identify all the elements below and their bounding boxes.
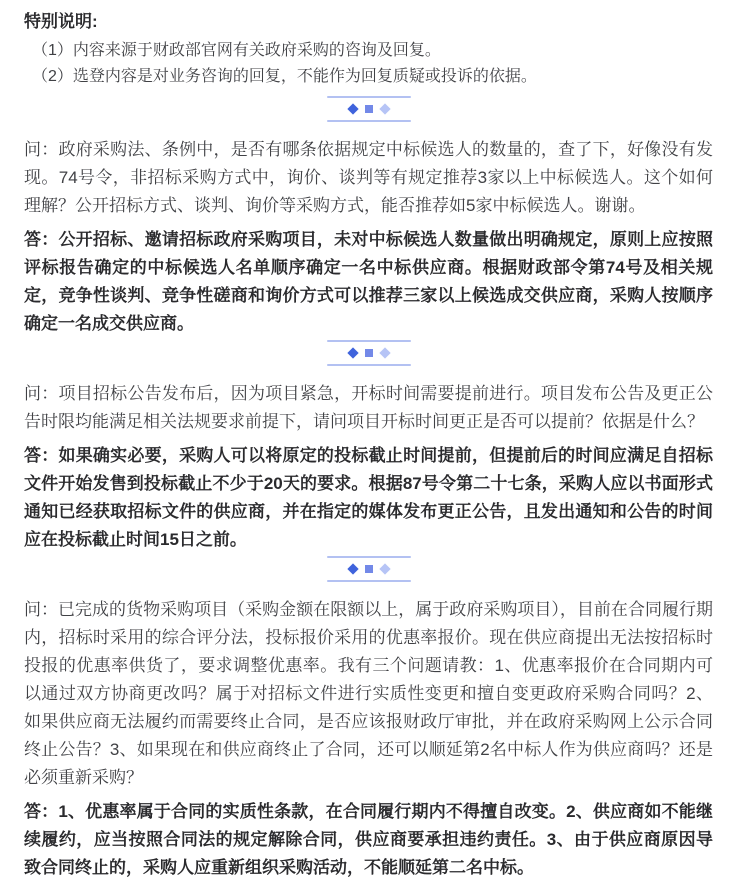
square-icon (365, 349, 373, 357)
divider-ornament (327, 98, 411, 120)
divider-bottom-line (327, 120, 411, 122)
diamond-light-icon (379, 563, 390, 574)
diamond-dark-icon (347, 103, 358, 114)
divider-bottom-line (327, 364, 411, 366)
question-text-2: 问：项目招标公告发布后，因为项目紧急，开标时间需要提前进行。项目发布公告及更正公告时限均能满足相关法规要求前提下，请问项目开标时间更正是否可以提前？依据是什么？ (24, 384, 713, 431)
square-icon (365, 105, 373, 113)
note-item-2: （2）选登内容是对业务咨询的回复，不能作为回复质疑或投诉的依据。 (32, 68, 537, 85)
section-divider (327, 96, 411, 122)
answer-text-2: 答：如果确实必要，采购人可以将原定的投标截止时间提前，但提前后的时间应满足自招标文件开始发售到投标截止不少于20天的要求。根据87号令第二十七条，采购人应以书面形式通知已经获取招标文件的供应商，并在指定的媒体发布更正公告，且发出通知和公告的时间应在投标截止时间15日之前。 (24, 446, 713, 549)
diamond-dark-icon (347, 563, 358, 574)
square-icon (365, 565, 373, 573)
divider-ornament (327, 558, 411, 580)
qa-section-1 (24, 136, 713, 338)
diamond-light-icon (379, 103, 390, 114)
divider-bottom-line (327, 580, 411, 582)
note-item-1: （1）内容来源于财政部官网有关政府采购的咨询及回复。 (32, 42, 441, 59)
special-notes (24, 38, 713, 90)
question-text-1: 问：政府采购法、条例中，是否有哪条依据规定中标候选人的数量的，查了下，好像没有发现。74号令，非招标采购方式中，询价、谈判等有规定推荐3家以上中标候选人。这个如何理解？公开招标方式、谈判、询价等采购方式，能否推荐如5家中标候选人。谢谢。 (24, 140, 713, 215)
page-title: 特别说明: (24, 12, 98, 31)
section-divider (327, 340, 411, 366)
section-divider (327, 556, 411, 582)
diamond-light-icon (379, 347, 390, 358)
qa-section-2 (24, 380, 713, 554)
question-text-3: 问：已完成的货物采购项目（采购金额在限额以上，属于政府采购项目），目前在合同履行期内，招标时采用的综合评分法，投标报价采用的优惠率报价。现在供应商提出无法按招标时投报的优惠率供货了，要求调整优惠率。我有三个问题请教：1、优惠率报价在合同期内可以通过双方协商更改吗？属于对招标文件进行实质性变更和擅自变更政府采购合同吗？2、如果供应商无法履约而需要终止合同，是否应该报财政厅审批，并在政府采购网上公示合同终止公告？3、如果现在和供应商终止了合同，还可以顺延第2名中标人作为供应商吗？还是必须重新采购？ (24, 600, 713, 787)
answer-text-1: 答：公开招标、邀请招标政府采购项目，未对中标候选人数量做出明确规定，原则上应按照评标报告确定的中标候选人名单顺序确定一名中标供应商。根据财政部令第74号及相关规定，竞争性谈判、竞争性磋商和询价方式可以推荐三家以上候选成交供应商，采购人按顺序确定一名成交供应商。 (24, 230, 713, 333)
diamond-dark-icon (347, 347, 358, 358)
divider-ornament (327, 342, 411, 364)
qa-section-3 (24, 596, 713, 882)
answer-text-3: 答：1、优惠率属于合同的实质性条款，在合同履行期内不得擅自改变。2、供应商如不能继续履约，应当按照合同法的规定解除合同，供应商要承担违约责任。3、由于供应商原因导致合同终止的，采购人应重新组织采购活动，不能顺延第二名中标。 (24, 802, 713, 877)
